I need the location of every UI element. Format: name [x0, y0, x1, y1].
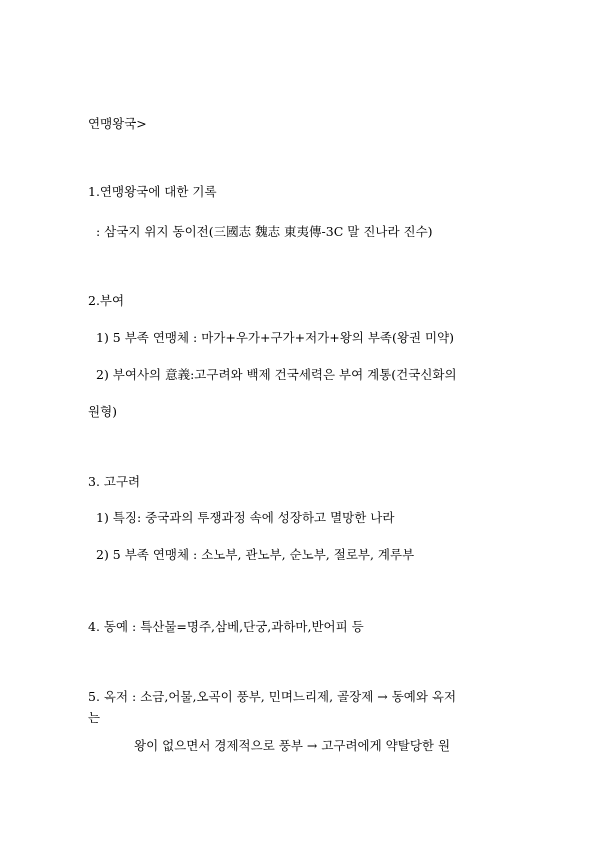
section-3-title: 3. 고구려 [88, 474, 141, 489]
document-heading: 연맹왕국> [88, 116, 147, 131]
section-3-line-1: 1) 특징: 중국과의 투쟁과정 속에 성장하고 멸망한 나라 [96, 510, 395, 525]
section-2-line-1: 1) 5 부족 연맹체 : 마가+우가+구가+저가+왕의 부족(왕권 미약) [96, 330, 455, 345]
section-5-line-2: 왕이 없으면서 경제적으로 풍부 → 고구려에게 약탈당한 원 [134, 738, 451, 753]
section-2-title: 2.부여 [88, 293, 125, 308]
section-2-line-2: 2) 부여사의 意義:고구려와 백제 건국세력은 부여 계통(건국신화의 [96, 367, 457, 382]
section-4-title: 4. 동예 : 특산물=명주,삼베,단궁,과하마,반어피 등 [88, 619, 364, 634]
section-5-title: 5. 옥저 : 소금,어물,오곡이 풍부, 민며느리제, 골장제 → 동예와 옥저 [88, 689, 457, 704]
section-5-line-1: 는 [88, 710, 101, 725]
section-1-title: 1.연맹왕국에 대한 기록 [88, 184, 217, 199]
section-2-line-3: 원형) [88, 404, 118, 419]
section-1-line-1: : 삼국지 위지 동이전(三國志 魏志 東夷傳-3C 말 진나라 진수) [96, 224, 433, 239]
section-3-line-2: 2) 5 부족 연맹체 : 소노부, 관노부, 순노부, 절로부, 계루부 [96, 547, 415, 562]
